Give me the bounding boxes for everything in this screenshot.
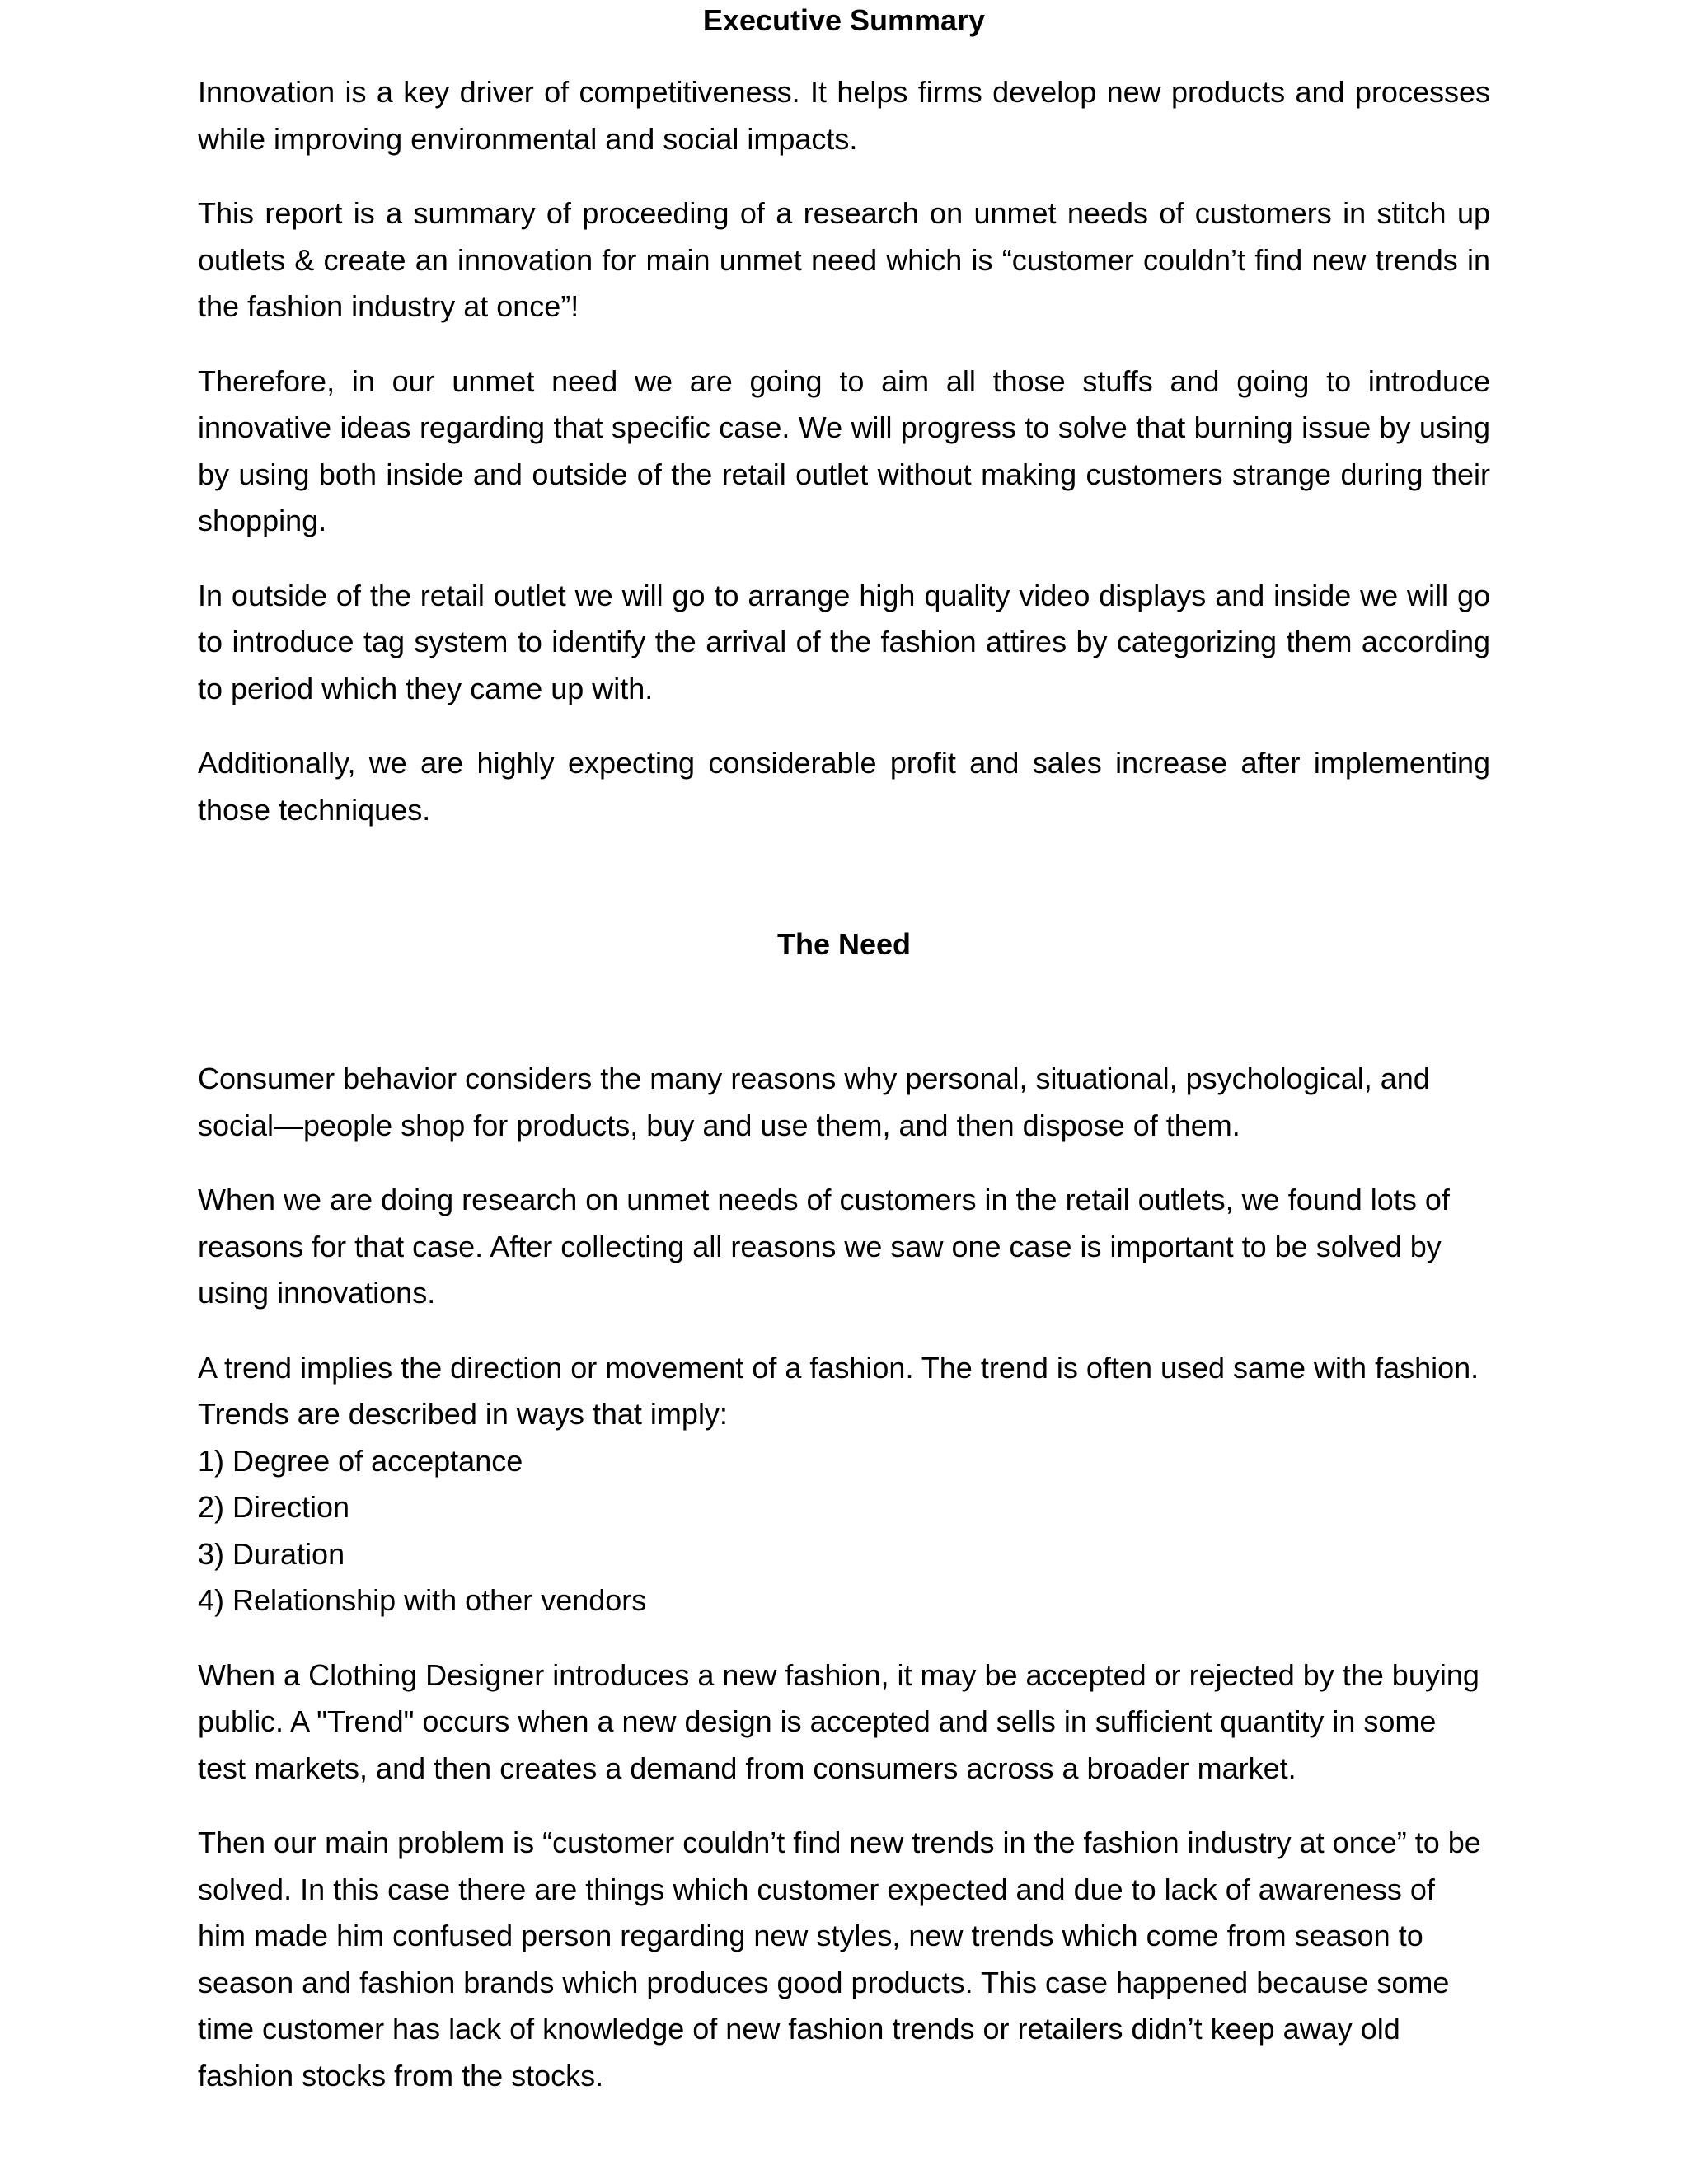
document-content (198, 0, 1490, 2099)
exec-paragraph-5: Additionally, we are highly expecting considerable profit and sales increase after implementing those techniques. (198, 746, 1490, 827)
executive-summary-heading: Executive Summary (702, 3, 986, 37)
exec-paragraph-3: Therefore, in our unmet need we are going to aim all those stuffs and going to introduce innovative ideas regarding that specific case. We will progress to solve that burning issue by using by using both inside and outside of the retail outlet without making customers strange during their shopping. (198, 363, 1490, 537)
need-paragraph-1: Consumer behavior considers the many reasons why personal, situational, psychological, and social—people shop for products, buy and use them, and then dispose of them. (198, 1062, 1430, 1142)
exec-paragraph-1: Innovation is a key driver of competitiveness. It helps firms develop new products and processes while improving environmental and social impacts. (198, 75, 1490, 156)
need-paragraph-3: A trend implies the direction or movement of a fashion. The trend is often used same with fashion. Trends are described in ways that imply: (198, 1350, 1479, 1431)
list-item: 2) Direction (198, 1490, 350, 1524)
list-item: 3) Duration (198, 1536, 345, 1571)
exec-paragraph-4: In outside of the retail outlet we will go to arrange high quality video displays and inside we will go to introduce tag system to identify the arrival of the fashion attires by categorizing them according to period which they came up with. (198, 578, 1490, 705)
list-item: 4) Relationship with other vendors (198, 1583, 647, 1617)
list-item: 1) Degree of acceptance (198, 1443, 523, 1478)
need-paragraph-5: Then our main problem is “customer couldn’t find new trends in the fashion industry at once” to be solved. In this case there are things which customer expected and due to lack of awareness of him made him confused person regarding new styles, new trends which come from season to season and fashion brands which produces good products. This case happened because some time customer has lack of knowledge of new fashion trends or retailers didn’t keep away old fashion stocks from the stocks. (198, 1825, 1481, 2093)
the-need-heading: The Need (776, 927, 912, 961)
need-paragraph-2: When we are doing research on unmet needs of customers in the retail outlets, we found lots of reasons for that case. After collecting all reasons we saw one case is important to be solved by using innovations. (198, 1183, 1450, 1310)
exec-paragraph-2: This report is a summary of proceeding of a research on unmet needs of customers in stitch up outlets & create an innovation for main unmet need which is “customer couldn’t find new trends in the fashion industry at once”! (198, 196, 1490, 323)
need-paragraph-4: When a Clothing Designer introduces a new fashion, it may be accepted or rejected by the buying public. A "Trend" occurs when a new design is accepted and sells in sufficient quantity in some test markets, and then creates a demand from consumers across a broader market. (198, 1657, 1479, 1785)
trend-criteria-list (198, 1438, 1490, 1624)
